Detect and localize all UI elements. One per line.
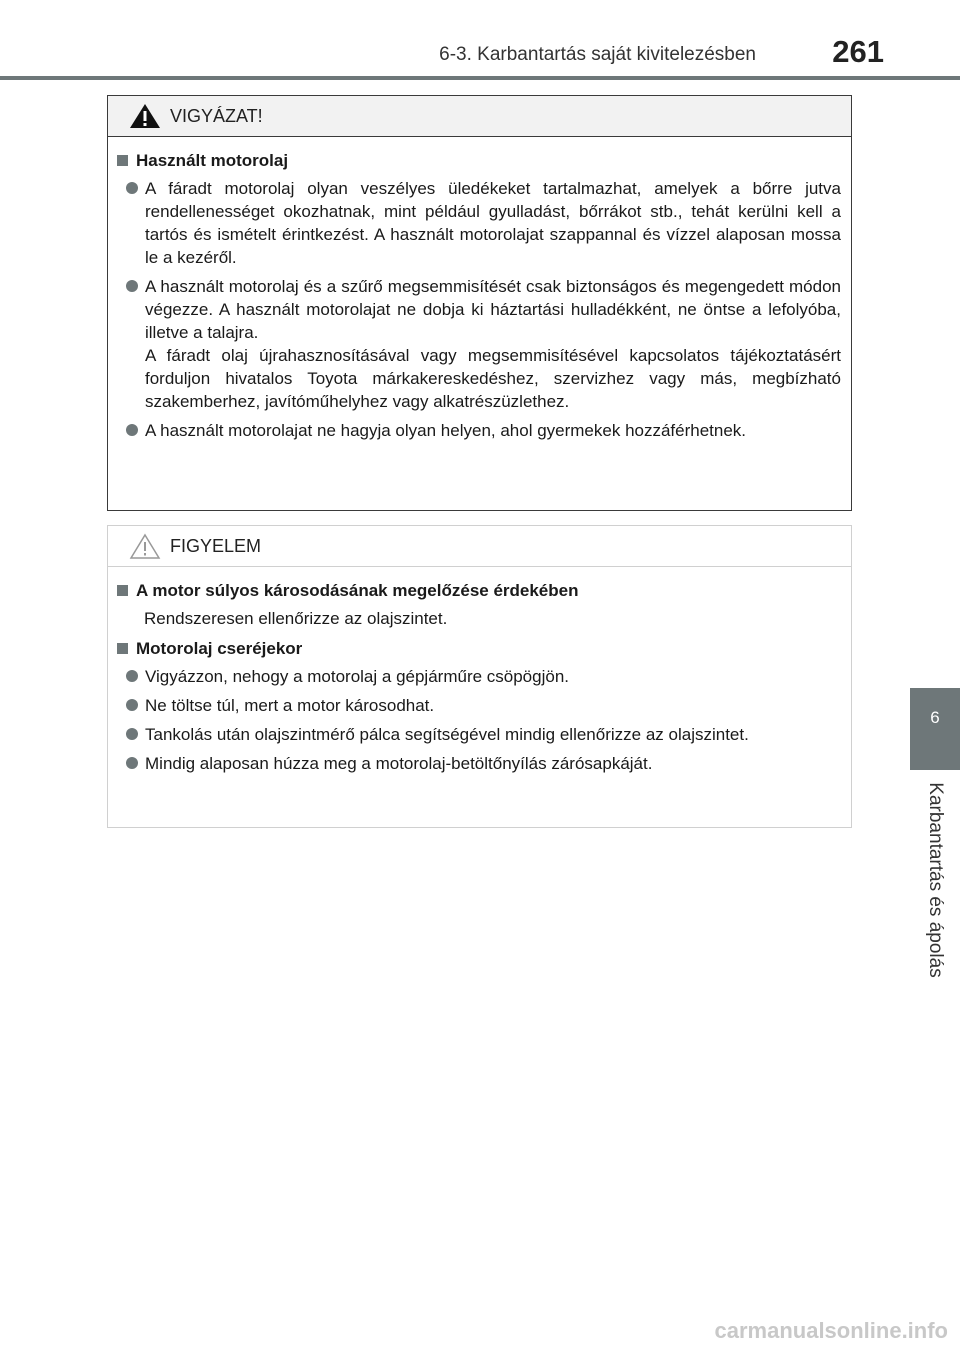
section-title: 6-3. Karbantartás saját kivitelezésben xyxy=(439,44,756,65)
page-header xyxy=(0,0,960,80)
section-heading: A motor súlyos károsodásának megelőzése érdekében xyxy=(116,579,843,603)
square-bullet-icon xyxy=(117,155,128,166)
list-item: Vigyázzon, nehogy a motorolaj a gépjárműre csöpögjön. xyxy=(126,665,843,688)
bullet-dot-icon xyxy=(126,280,138,292)
list-item: A fáradt motorolaj olyan veszélyes üledékeket tartalmazhat, amelyek a bőrre jutva rendellenességet okozhatnak, mint például gyulladást, bőrrákot stb., tehát kerülni kell a tartós és ismételt érintkezést. A használt motorolajat szappannal és vízzel alaposan mossa le a kezéről. xyxy=(126,177,843,269)
warning-triangle-icon xyxy=(128,102,162,130)
list-item: Ne töltse túl, mert a motor károsodhat. xyxy=(126,694,843,717)
header-rule xyxy=(0,76,960,80)
list-item: A használt motorolajat ne hagyja olyan helyen, ahol gyermekek hozzáférhetnek. xyxy=(126,419,843,442)
warning-box xyxy=(107,95,852,511)
square-bullet-icon xyxy=(117,585,128,596)
list-item: A használt motorolaj és a szűrő megsemmisítését csak biztonságos és megengedett módon végezze. A használt motorolajat ne dobja ki háztartási hulladékként, ne öntse a lefolyóba, illetve a talajra. A fáradt olaj újrahasznosításával vagy megsemmisítésével kapcsolatos tájékoztatásért forduljon hivatalos Toyota márkakereskedéshez, szervizhez vagy más, megbízható szakemberhez, javítóműhelyhez vagy alkatrészüzlethez. xyxy=(126,275,843,413)
caution-triangle-icon xyxy=(128,532,162,560)
notice-title: FIGYELEM xyxy=(170,535,262,556)
notice-header xyxy=(108,526,851,567)
bullet-dot-icon xyxy=(126,699,138,711)
bullet-dot-icon xyxy=(126,757,138,769)
bullet-dot-icon xyxy=(126,182,138,194)
warning-body xyxy=(108,137,851,442)
notice-box xyxy=(107,525,852,828)
bullet-dot-icon xyxy=(126,670,138,682)
chapter-number: 6 xyxy=(930,708,940,727)
bullet-dot-icon xyxy=(126,728,138,740)
notice-body xyxy=(108,567,851,775)
section-heading: Motorolaj cseréjekor xyxy=(116,637,843,661)
list-item: Tankolás után olajszintmérő pálca segítségével mindig ellenőrizze az olajszintet. xyxy=(126,723,843,746)
section-heading: Használt motorolaj xyxy=(116,149,843,173)
watermark: carmanualsonline.info xyxy=(714,1318,948,1343)
list-item: Mindig alaposan húzza meg a motorolaj-betöltőnyílás zárósapkáját. xyxy=(126,752,843,775)
bullet-dot-icon xyxy=(126,424,138,436)
section-text: Rendszeresen ellenőrizze az olajszintet. xyxy=(144,609,448,628)
page-number: 261 xyxy=(832,34,884,69)
square-bullet-icon xyxy=(117,643,128,654)
warning-title: VIGYÁZAT! xyxy=(170,105,263,126)
chapter-tab xyxy=(910,688,960,770)
chapter-label: Karbantartás és ápolás xyxy=(925,782,946,978)
warning-header xyxy=(108,96,851,137)
